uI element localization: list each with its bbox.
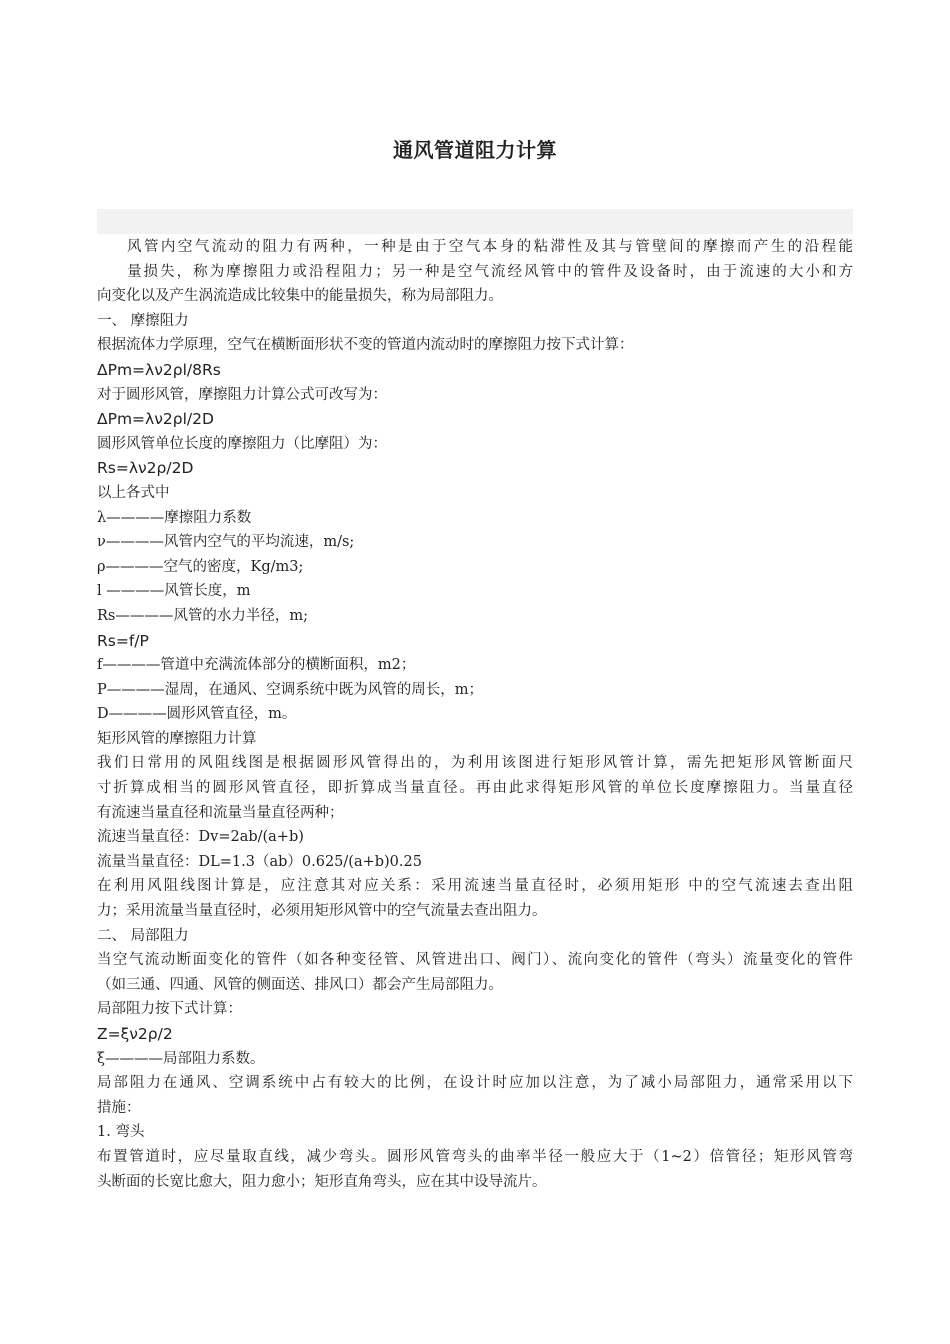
subsection-heading: 矩形风管的摩擦阻力计算 (97, 730, 257, 747)
paragraph-line: 以上各式中 (97, 484, 170, 501)
definition-line: l ————风管长度，m (97, 583, 251, 600)
definition-line: ν————风管内空气的平均流速，m/s; (97, 534, 355, 551)
formula-line: ΔPm=λν2ρl/8Rs (97, 360, 221, 379)
paragraph-line: 局部阻力按下式计算： (97, 1001, 242, 1018)
paragraph-line: 风管内空气流动的阻力有两种，一种是由于空气本身的粘滞性及其与管壁间的摩擦而产生的沿程能 (127, 239, 853, 255)
definition-line: D————圆形风管直径，m。 (97, 706, 297, 723)
definition-line: P————湿周，在通风、空调系统中既为风管的周长，m； (97, 681, 484, 698)
definition-line: Rs————风管的水力半径，m; (97, 607, 308, 624)
paragraph-line: 我们日常用的风阻线图是根据圆形风管得出的，为利用该图进行矩形风管计算，需先把矩形风管断面尺 (97, 755, 853, 772)
formula-line: Z=ξν2ρ/2 (97, 1025, 173, 1043)
paragraph-line: 圆形风管单位长度的摩擦阻力（比摩阻）为： (97, 435, 387, 452)
paragraph-line: 力；采用流量当量直径时，必须用矩形风管中的空气流量去查出阻力。 (97, 903, 547, 920)
paragraph-line: 量损失，称为摩擦阻力或沿程阻力；另一种是空气流经风管中的管件及设备时，由于流速的大小和方 (127, 263, 853, 280)
formula-line: 流速当量直径：Dv=2ab/(a+b) (97, 829, 304, 846)
paragraph-line: 根据流体力学原理，空气在横断面形状不变的管道内流动时的摩擦阻力按下式计算： (97, 337, 634, 354)
paragraph-line: 在利用风阻线图计算是，应注意其对应关系：采用流速当量直径时，必须用矩形 中的空气流速去查出阻 (97, 878, 853, 895)
formula-line: Rs=λν2ρ/2D (97, 459, 194, 478)
header-shaded-band (97, 209, 853, 234)
paragraph-line: 当空气流动断面变化的管件（如各种变径管、风管进出口、阀门）、流向变化的管件（弯头）流量变化的管件 (97, 952, 853, 969)
subsection-heading: 1. 弯头 (97, 1124, 145, 1141)
formula-line: Rs=f/P (97, 631, 149, 650)
paragraph-line: （如三通、四通、风管的侧面送、排风口）都会产生局部阻力。 (97, 976, 503, 993)
document-title: 通风管道阻力计算 (393, 138, 557, 162)
paragraph-line: 寸折算成相当的圆形风管直径，即折算成当量直径。再由此求得矩形风管的单位长度摩擦阻力。当量直径 (97, 780, 853, 797)
paragraph-line: 对于圆形风管，摩擦阻力计算公式可改写为： (97, 386, 387, 403)
paragraph-line: 向变化以及产生涡流造成比较集中的能量损失，称为局部阻力。 (97, 288, 503, 305)
paragraph-line: 有流速当量直径和流量当量直径两种； (97, 804, 344, 821)
document-body (97, 235, 853, 1194)
paragraph-line: 局部阻力在通风、空调系统中占有较大的比例，在设计时应加以注意，为了减小局部阻力，通常采用以下 (97, 1075, 853, 1092)
definition-line: λ————摩擦阻力系数 (97, 509, 252, 526)
definition-line: ρ————空气的密度，Kg/m3; (97, 558, 304, 575)
section-heading: 二、 局部阻力 (97, 927, 189, 944)
formula-line: 流量当量直径：DL=1.3（ab）0.625/(a+b)0.25 (97, 853, 422, 870)
formula-line: ΔPm=λν2ρl/2D (97, 410, 214, 429)
definition-line: f————管道中充满流体部分的横断面积，m2； (97, 657, 416, 674)
section-heading: 一、 摩擦阻力 (97, 312, 189, 329)
paragraph-line: 布置管道时，应尽量取直线，减少弯头。圆形风管弯头的曲率半径一般应大于（1~2）倍管径；矩形风管弯 (97, 1148, 853, 1165)
paragraph-line: 头断面的长宽比愈大，阻力愈小；矩形直角弯头，应在其中设导流片。 (97, 1173, 547, 1190)
definition-line: ξ————局部阻力系数。 (97, 1050, 265, 1067)
paragraph-line: 措施： (97, 1099, 141, 1116)
